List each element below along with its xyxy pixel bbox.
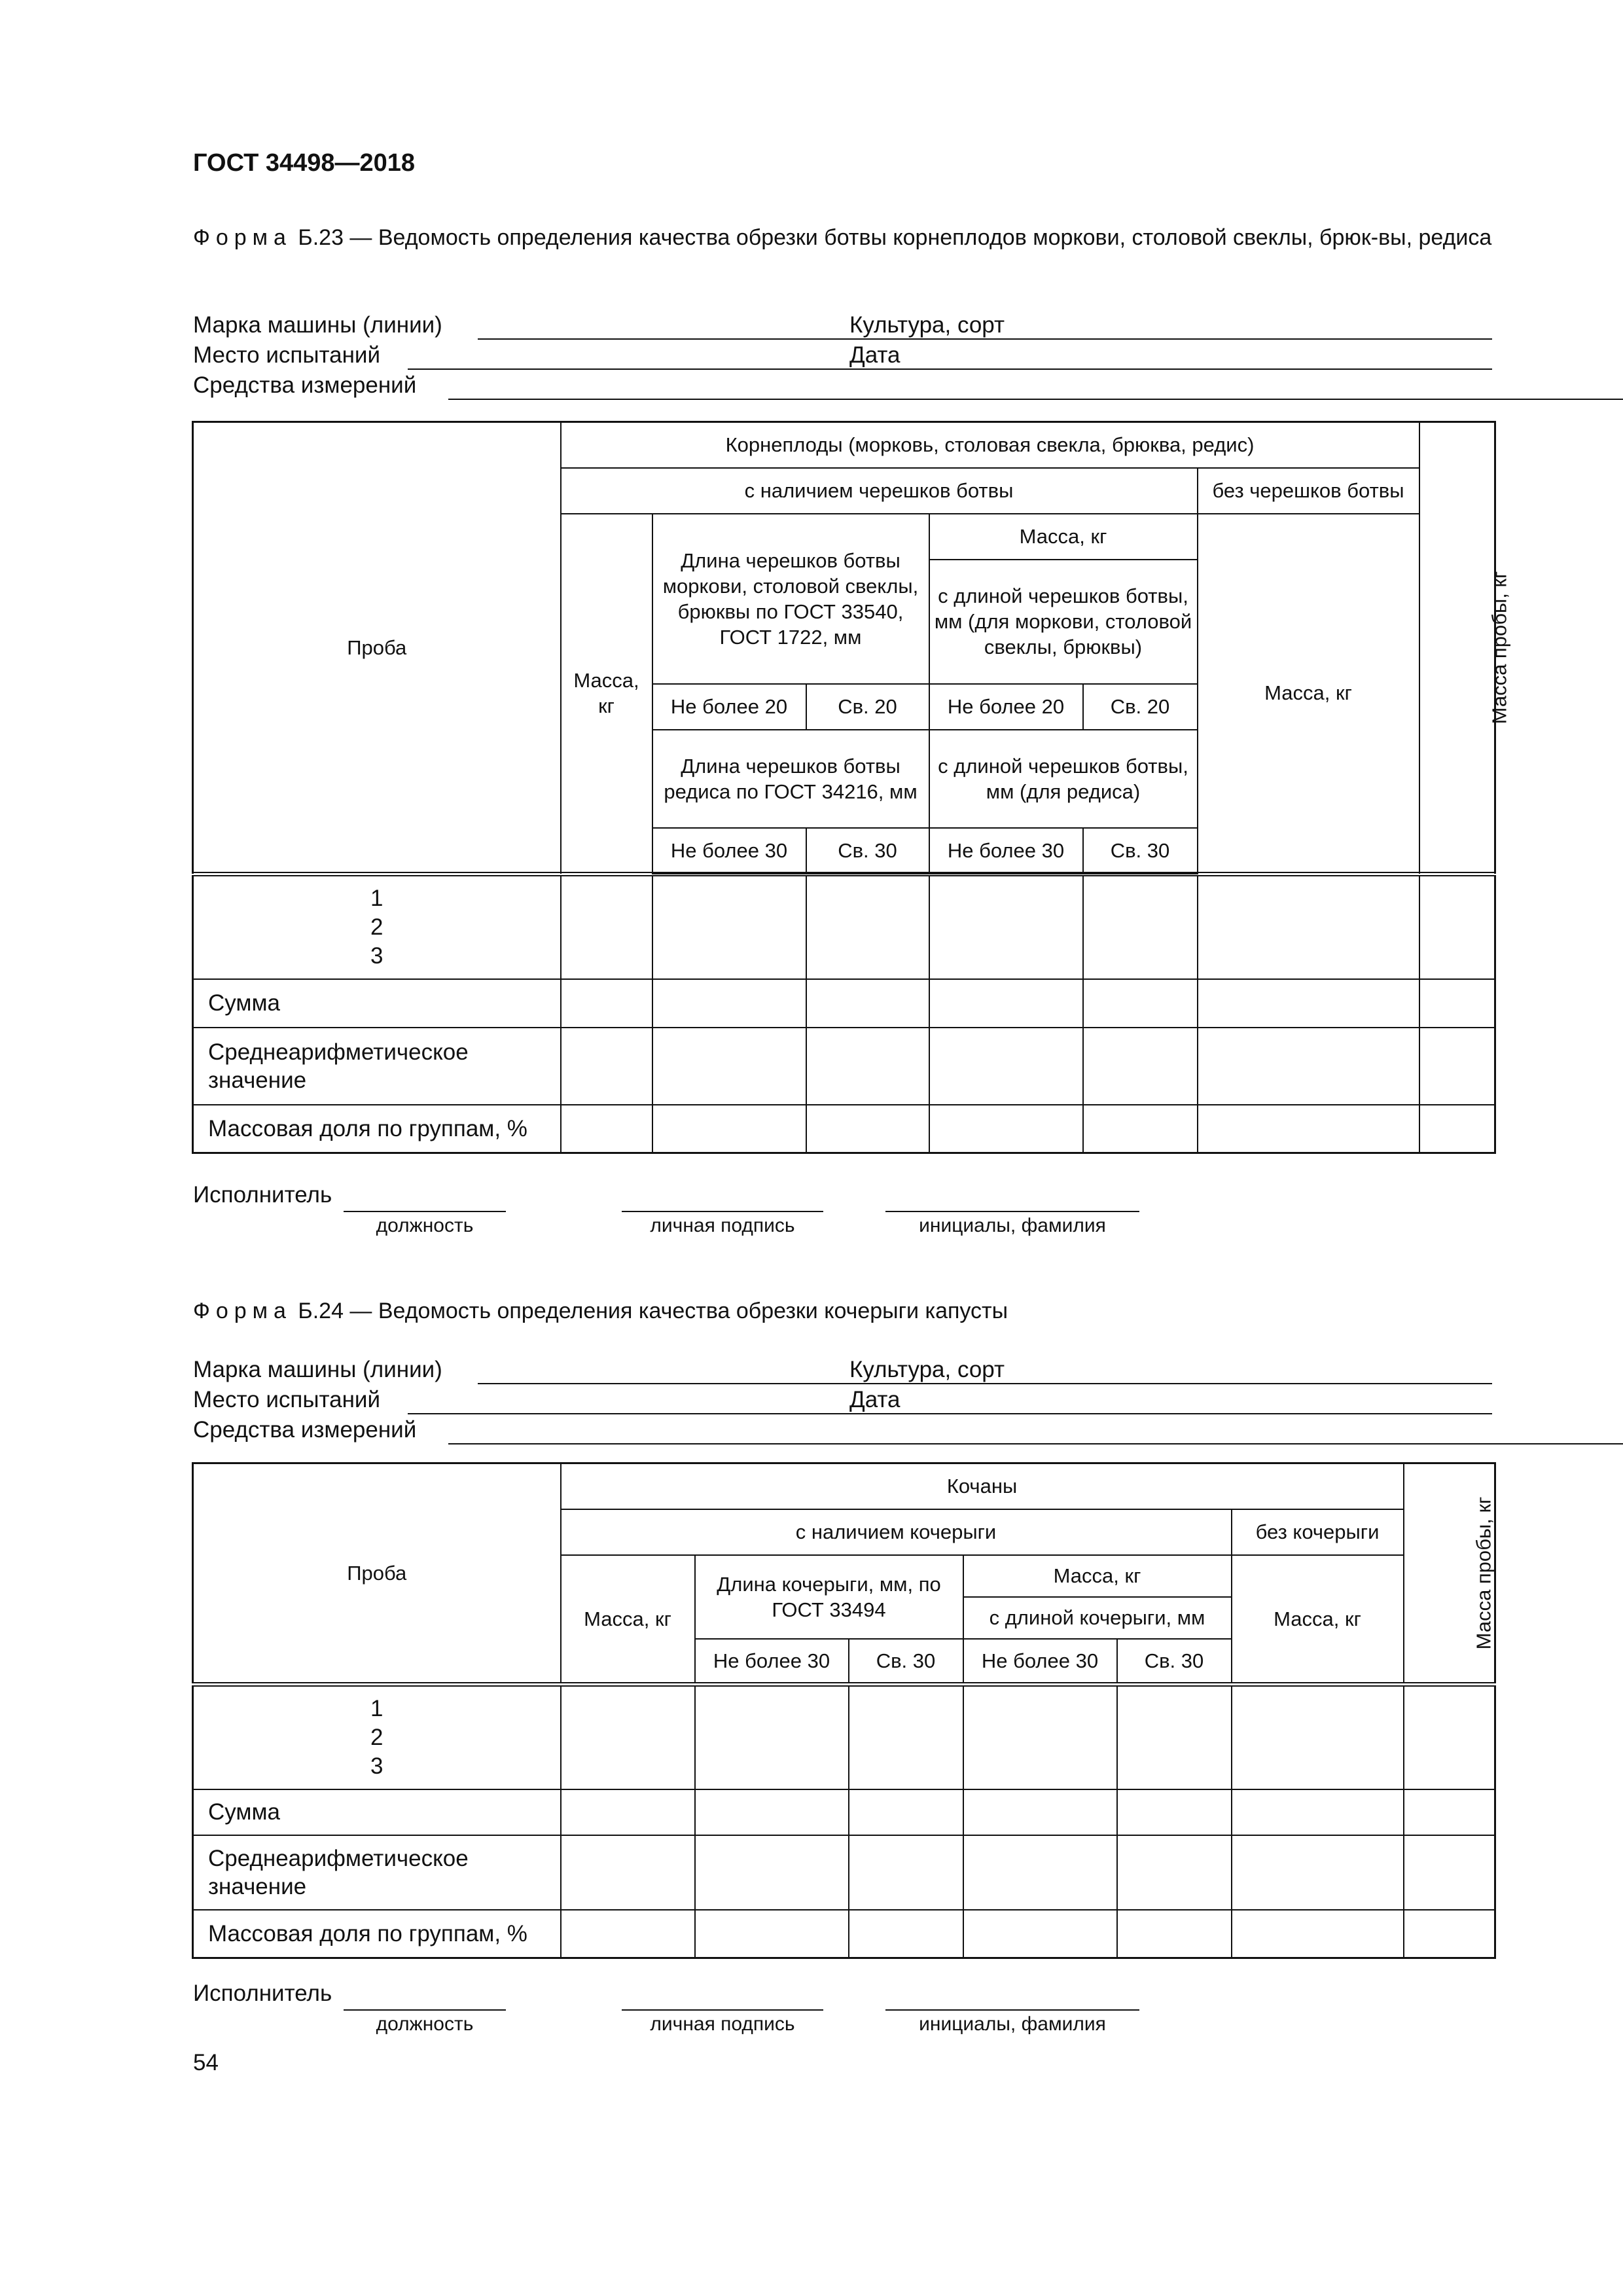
mass-column-header: Масса, кг	[561, 514, 652, 874]
name-caption: инициалы, фамилия	[919, 2013, 1106, 2035]
data-cell[interactable]	[1404, 1685, 1495, 1789]
sample-number: 2	[370, 1724, 383, 1750]
form-b24-signature	[193, 1981, 1175, 2039]
data-cell[interactable]	[652, 979, 806, 1028]
performer-label: Исполнитель	[193, 1981, 332, 2006]
data-cell[interactable]	[561, 1685, 695, 1789]
data-cell[interactable]	[849, 1835, 963, 1910]
date-field[interactable]	[923, 368, 1492, 370]
data-cell[interactable]	[1117, 1789, 1232, 1835]
mean-row-label: Среднеарифметическое значение	[193, 1835, 561, 1910]
culture-field[interactable]	[1029, 338, 1492, 340]
data-cell[interactable]	[1419, 874, 1495, 979]
machine-label: Марка машины (линии)	[193, 312, 442, 338]
data-cell[interactable]	[963, 1789, 1117, 1835]
data-cell[interactable]	[1232, 1910, 1404, 1958]
page-number: 54	[193, 2050, 219, 2075]
radish-length-over-30: Св. 30	[806, 828, 929, 874]
data-cell[interactable]	[1117, 1910, 1232, 1958]
data-cell[interactable]	[561, 1028, 652, 1105]
sum-row-label: Сумма	[193, 1789, 561, 1835]
sample-numbers	[193, 874, 561, 979]
data-cell[interactable]	[561, 1105, 652, 1153]
data-cell[interactable]	[1117, 1835, 1232, 1910]
mass-not-more-20: Не более 20	[929, 684, 1083, 730]
mass-by-length-header: с длиной кочерыги, мм	[963, 1597, 1232, 1639]
document-title: ГОСТ 34498—2018	[193, 149, 416, 177]
signature-caption: личная подпись	[650, 2013, 795, 2035]
tools-field[interactable]	[448, 399, 1623, 400]
machine-field[interactable]	[478, 1383, 1034, 1384]
radish-length-header: Длина черешков ботвы редиса по ГОСТ 34216, мм	[652, 730, 929, 828]
sample-number: 1	[370, 1695, 383, 1721]
length-not-more-30: Не более 30	[695, 1639, 849, 1685]
sample-header: Проба	[193, 422, 561, 874]
position-caption: должность	[376, 2013, 474, 2035]
radish-mass-not-more-30: Не более 30	[929, 828, 1083, 874]
sum-row-label: Сумма	[193, 979, 561, 1028]
data-cell[interactable]	[1404, 1910, 1495, 1958]
data-cell[interactable]	[1404, 1835, 1495, 1910]
data-cell[interactable]	[652, 1105, 806, 1153]
tools-label: Средства измерений	[193, 372, 417, 398]
data-cell[interactable]	[695, 1685, 849, 1789]
tools-field[interactable]	[448, 1443, 1623, 1444]
data-cell[interactable]	[963, 1685, 1117, 1789]
data-cell[interactable]	[963, 1910, 1117, 1958]
form-b24-caption-text: Б.24 — Ведомость определения качества обрезки кочерыги капусты	[291, 1299, 1008, 1323]
data-cell[interactable]	[929, 874, 1083, 979]
data-cell[interactable]	[561, 1910, 695, 1958]
signature-field[interactable]	[622, 2009, 823, 2011]
data-cell[interactable]	[1083, 874, 1198, 979]
tools-label: Средства измерений	[193, 1417, 417, 1443]
mass-column-header: Масса, кг	[561, 1555, 695, 1685]
data-cell[interactable]	[806, 979, 929, 1028]
form-b24-field-row-2	[193, 1387, 1508, 1417]
form-b24-field-row-1	[193, 1357, 1508, 1387]
length-not-more-20: Не более 20	[652, 684, 806, 730]
data-cell[interactable]	[695, 1835, 849, 1910]
length-over-20: Св. 20	[806, 684, 929, 730]
sample-number: 2	[370, 914, 383, 940]
mass-over-20: Св. 20	[1083, 684, 1198, 730]
form-b23-caption-prefix: Форма	[193, 225, 292, 250]
machine-field[interactable]	[478, 338, 1034, 340]
data-cell[interactable]	[561, 979, 652, 1028]
data-cell[interactable]	[1083, 1105, 1198, 1153]
data-cell[interactable]	[806, 1105, 929, 1153]
radish-mass-over-30: Св. 30	[1083, 828, 1198, 874]
sample-mass-label: Масса пробы, кг	[1471, 1496, 1495, 1650]
data-cell[interactable]	[652, 1028, 806, 1105]
data-cell[interactable]	[1419, 1028, 1495, 1105]
performer-label: Исполнитель	[193, 1182, 332, 1208]
no-stem-mass-header: Масса, кг	[1198, 514, 1419, 874]
radish-mass-header: с длиной черешков ботвы, мм (для редиса)	[929, 730, 1198, 828]
data-cell[interactable]	[652, 874, 806, 979]
data-cell[interactable]	[1083, 1028, 1198, 1105]
date-label: Дата	[849, 342, 901, 368]
form-b23-field-row-3	[193, 372, 1508, 403]
data-cell[interactable]	[1232, 1835, 1404, 1910]
name-caption: инициалы, фамилия	[919, 1215, 1106, 1236]
stem-length-header: Длина черешков ботвы моркови, столовой свеклы, брюквы по ГОСТ 33540, ГОСТ 1722, мм	[652, 514, 929, 684]
form-b24-table	[192, 1462, 1496, 1959]
culture-label: Культура, сорт	[849, 312, 1005, 338]
data-cell[interactable]	[695, 1910, 849, 1958]
mass-by-length-header: с длиной черешков ботвы, мм (для моркови, столовой свеклы, брюквы)	[929, 560, 1198, 684]
sample-mass-header	[1404, 1463, 1495, 1685]
culture-label: Культура, сорт	[849, 1357, 1005, 1382]
data-cell[interactable]	[1419, 1105, 1495, 1153]
data-cell[interactable]	[1198, 979, 1419, 1028]
data-cell[interactable]	[929, 1028, 1083, 1105]
with-stalk-header: с наличием кочерыги	[561, 1509, 1232, 1555]
form-b23-signature	[193, 1182, 1175, 1241]
signature-field[interactable]	[622, 1211, 823, 1212]
sample-mass-label: Масса пробы, кг	[1487, 571, 1510, 724]
share-row-label: Массовая доля по группам, %	[193, 1910, 561, 1958]
length-over-30: Св. 30	[849, 1639, 963, 1685]
data-cell[interactable]	[849, 1685, 963, 1789]
mean-row-label: Среднеарифметическое значение	[193, 1028, 561, 1105]
form-b23-caption-text: Б.23 — Ведомость определения качества обрезки ботвы корнеплодов моркови, столовой свеклы, брюк-вы, редиса	[291, 225, 1492, 250]
data-cell[interactable]	[695, 1789, 849, 1835]
data-cell[interactable]	[1232, 1685, 1404, 1789]
stalk-length-header: Длина кочерыги, мм, по ГОСТ 33494	[695, 1555, 963, 1639]
data-cell[interactable]	[1198, 1028, 1419, 1105]
data-cell[interactable]	[1404, 1789, 1495, 1835]
no-stalk-mass-header: Масса, кг	[1232, 1555, 1404, 1685]
name-field[interactable]	[885, 2009, 1139, 2011]
data-cell[interactable]	[1232, 1789, 1404, 1835]
data-cell[interactable]	[1419, 979, 1495, 1028]
position-field[interactable]	[344, 1211, 506, 1212]
data-cell[interactable]	[1117, 1685, 1232, 1789]
data-cell[interactable]	[963, 1835, 1117, 1910]
form-b24-field-row-3	[193, 1417, 1508, 1447]
sample-number: 3	[370, 1753, 383, 1779]
form-b24-caption	[193, 1295, 1508, 1327]
data-cell[interactable]	[561, 874, 652, 979]
data-cell[interactable]	[1198, 1105, 1419, 1153]
place-label: Место испытаний	[193, 342, 381, 368]
data-cell[interactable]	[806, 1028, 929, 1105]
form-b23-field-row-2	[193, 342, 1508, 372]
share-row-label: Массовая доля по группам, %	[193, 1105, 561, 1153]
machine-label: Марка машины (линии)	[193, 1357, 442, 1382]
place-label: Место испытаний	[193, 1387, 381, 1412]
data-cell[interactable]	[849, 1789, 963, 1835]
signature-caption: личная подпись	[650, 1215, 795, 1236]
data-cell[interactable]	[561, 1789, 695, 1835]
sample-number: 3	[370, 942, 383, 969]
data-cell[interactable]	[849, 1910, 963, 1958]
without-stalk-header: без кочерыги	[1232, 1509, 1404, 1555]
mass-over-30: Св. 30	[1117, 1639, 1232, 1685]
heads-group-header: Кочаны	[561, 1463, 1404, 1509]
without-stems-header: без черешков ботвы	[1198, 468, 1419, 514]
sample-numbers	[193, 1685, 561, 1789]
form-b23-field-row-1	[193, 312, 1508, 342]
data-cell[interactable]	[1198, 874, 1419, 979]
with-stems-header: с наличием черешков ботвы	[561, 468, 1198, 514]
data-cell[interactable]	[929, 1105, 1083, 1153]
position-field[interactable]	[344, 2009, 506, 2011]
sample-header: Проба	[193, 1463, 561, 1685]
data-cell[interactable]	[929, 979, 1083, 1028]
sample-number: 1	[370, 885, 383, 911]
culture-field[interactable]	[1029, 1383, 1492, 1384]
date-label: Дата	[849, 1387, 901, 1412]
data-cell[interactable]	[806, 874, 929, 979]
form-b24-caption-prefix: Форма	[193, 1299, 292, 1323]
sample-mass-header	[1419, 422, 1510, 874]
data-cell[interactable]	[1083, 979, 1198, 1028]
radish-length-not-more-30: Не более 30	[652, 828, 806, 874]
name-field[interactable]	[885, 1211, 1139, 1212]
mass-group-header: Масса, кг	[929, 514, 1198, 560]
data-cell[interactable]	[561, 1835, 695, 1910]
mass-group-header: Масса, кг	[963, 1555, 1232, 1597]
position-caption: должность	[376, 1215, 474, 1236]
roots-group-header: Корнеплоды (морковь, столовая свекла, брюква, редис)	[561, 422, 1419, 468]
form-b23-caption	[193, 221, 1508, 254]
mass-not-more-30: Не более 30	[963, 1639, 1117, 1685]
date-field[interactable]	[923, 1413, 1492, 1414]
form-b23-table	[192, 421, 1510, 1154]
